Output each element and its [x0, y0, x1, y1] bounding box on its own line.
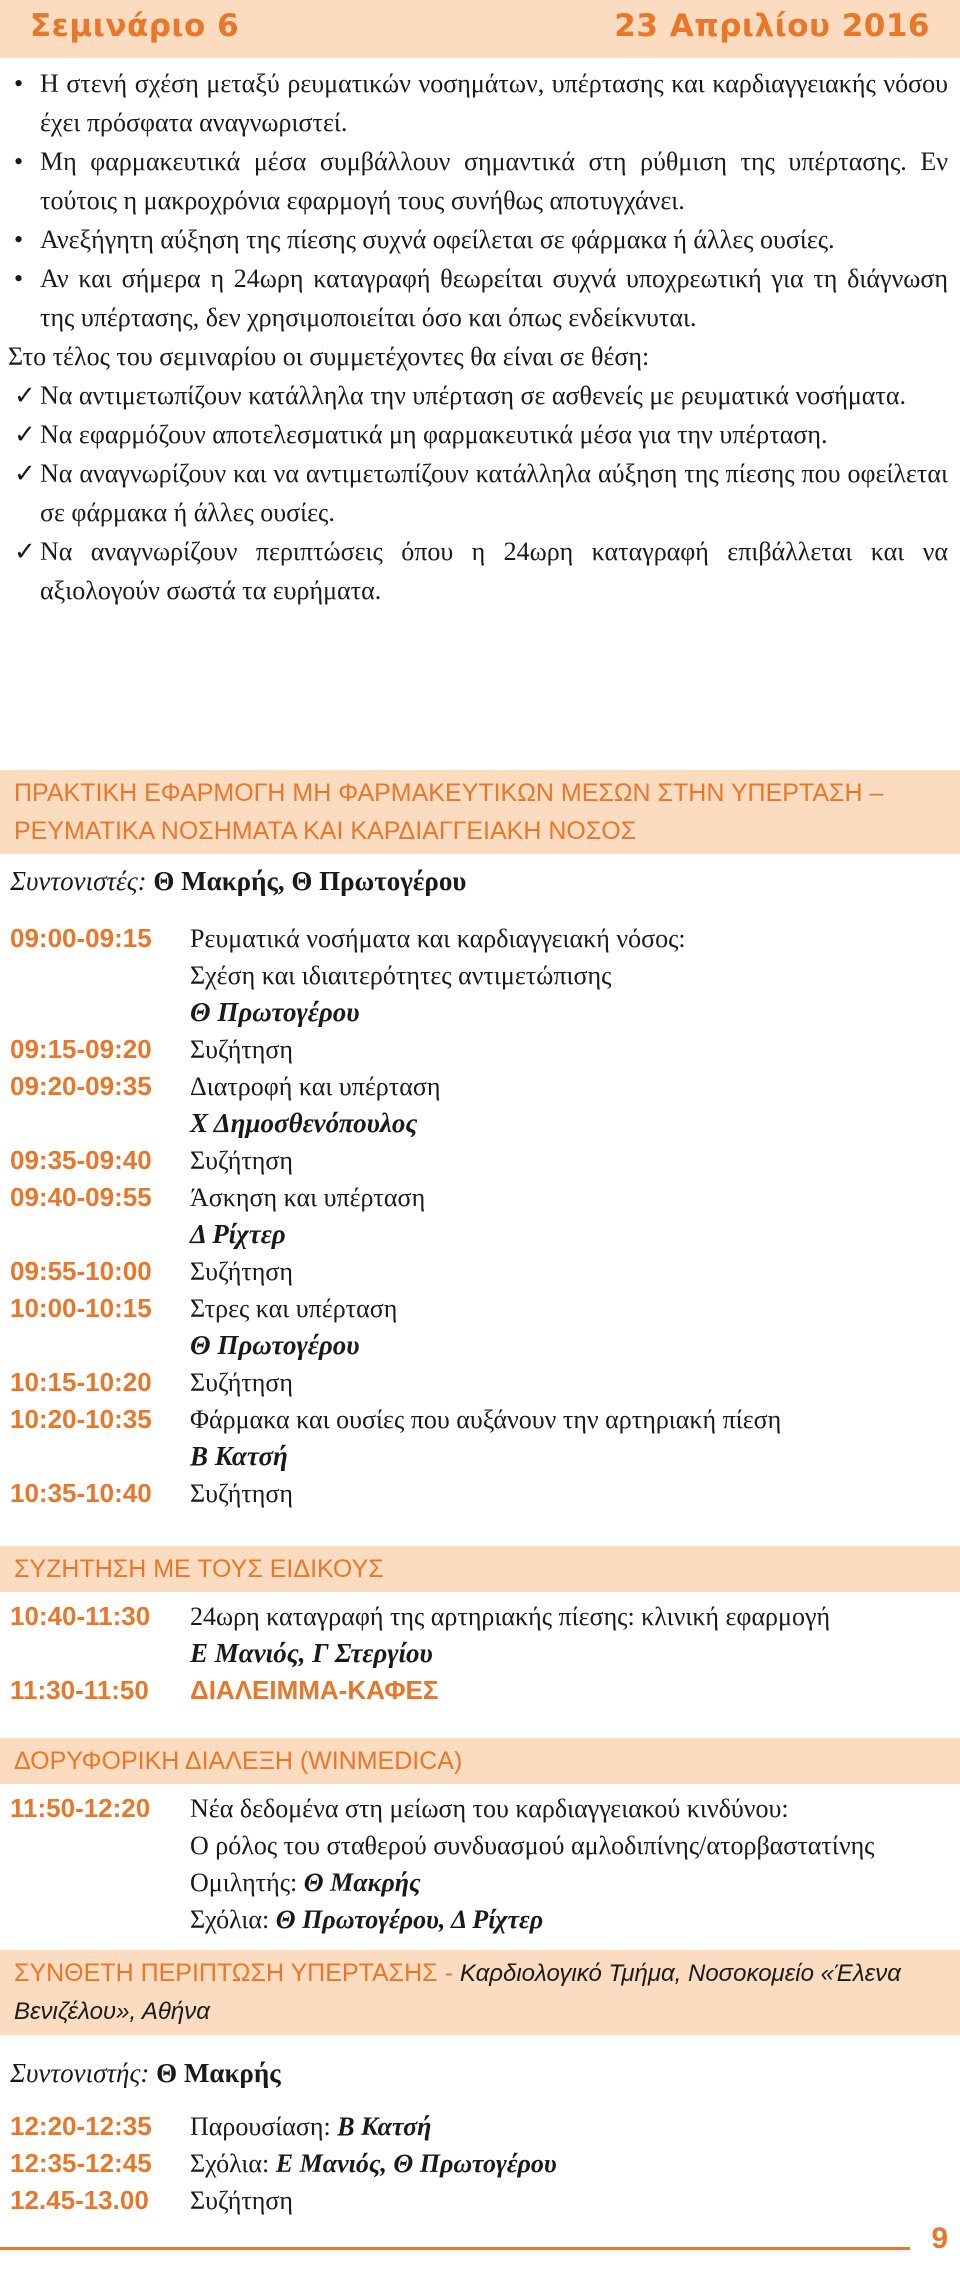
- seminar-title: Σεμινάριο 6: [30, 8, 240, 44]
- bullet-icon: •: [14, 225, 24, 254]
- break-label: ΔΙΑΛΕΙΜΜΑ-ΚΑΦΕΣ: [190, 1675, 439, 1705]
- page-number: 9: [931, 2222, 948, 2255]
- check-icon: ✓: [14, 459, 36, 488]
- table-row: [10, 1475, 950, 1512]
- talk-title: Νέα δεδομένα στη μείωση του καρδιαγγειακού κινδύνου:: [190, 1794, 789, 1823]
- time-slot: 11:30-11:50: [10, 1675, 149, 1705]
- speaker: Θ Μακρής: [303, 1868, 421, 1897]
- list-item: [8, 220, 948, 259]
- speaker-label: Ομιλητής:: [190, 1868, 298, 1897]
- time-slot: 12:20-12:35: [10, 2111, 152, 2141]
- talk-title: Φάρμακα και ουσίες που αυξάνουν την αρτηριακή πίεση: [190, 1405, 782, 1434]
- coordinator-label: Συντονιστής:: [10, 2058, 150, 2088]
- table-row: [10, 1401, 950, 1475]
- table-row: [10, 920, 950, 1031]
- bullet-text: Μη φαρμακευτικά μέσα συμβάλλουν σημαντικά στη ρύθμιση της υπέρτασης. Εν τούτοις η μακροχρόνια εφαρμογή τους συνήθως αποτυγχάνει.: [40, 147, 948, 215]
- item-label: Συζήτηση: [190, 2186, 294, 2215]
- bullet-icon: •: [14, 147, 24, 176]
- objective-text: Να αναγνωρίζουν περιπτώσεις όπου η 24ωρη καταγραφή επιβάλλεται και να αξιολογούν σωστά τα ευρήματα.: [40, 537, 948, 605]
- time-slot: 09:55-10:00: [10, 1256, 152, 1286]
- table-row: [10, 1253, 950, 1290]
- talk-subtitle: Σχέση και ιδιαιτερότητες αντιμετώπισης: [190, 961, 612, 990]
- section-title-line: ΠΡΑΚΤΙΚΗ ΕΦΑΡΜΟΓΗ ΜΗ ΦΑΡΜΑΚΕΥΤΙΚΩΝ ΜΕΣΩΝ ΣΤΗΝ ΥΠΕΡΤΑΣΗ –: [14, 779, 884, 807]
- bullet-icon: •: [14, 264, 24, 293]
- list-item: [8, 64, 948, 142]
- table-row: [10, 1790, 950, 1938]
- intro-section: [8, 64, 948, 610]
- section-title-line: ΔΟΡΥΦΟΡΙΚΗ ΔΙΑΛΕΞΗ (WINMEDICA): [14, 1747, 463, 1775]
- schedule-section2: [10, 1598, 950, 1709]
- check-icon: ✓: [14, 537, 36, 566]
- talk-subtitle: Ο ρόλος του σταθερού συνδυασμού αμλοδιπίνης/ατορβαστατίνης: [190, 1831, 875, 1860]
- objectives-intro: Στο τέλος του σεμιναρίου οι συμμετέχοντες θα είναι σε θέση:: [8, 342, 650, 371]
- section-title-practical: [0, 770, 960, 854]
- bullet-text: Αν και σήμερα η 24ωρη καταγραφή θεωρείται συχνά υποχρεωτική για τη διάγνωση της υπέρτασης, δεν χρησιμοποιείται όσο και όπως ενδείκνυται.: [40, 264, 948, 332]
- list-item: [8, 415, 948, 454]
- item-label: Σχόλια:: [190, 2149, 270, 2178]
- table-row: [10, 1598, 950, 1672]
- table-row: [10, 2108, 950, 2145]
- section-title-line: ΡΕΥΜΑΤΙΚΑ ΝΟΣΗΜΑΤΑ ΚΑΙ ΚΑΡΔΙΑΓΓΕΙΑΚΗ ΝΟΣΟΣ: [14, 817, 637, 845]
- coordinators: [10, 862, 466, 900]
- time-slot: 10:15-10:20: [10, 1367, 152, 1397]
- table-row: [10, 1142, 950, 1179]
- coordinators-names: Θ Μακρής, Θ Πρωτογέρου: [153, 866, 467, 896]
- objective-text: Να αναγνωρίζουν και να αντιμετωπίζουν κατάλληλα αύξηση της πίεσης που οφείλεται σε φάρμακα ή άλλες ουσίες.: [40, 459, 948, 527]
- talk-title: Διατροφή και υπέρταση: [190, 1072, 441, 1101]
- talk-title: Συζήτηση: [190, 1479, 294, 1508]
- item-name: Β Κατσή: [337, 2112, 432, 2141]
- talk-title: Συζήτηση: [190, 1035, 294, 1064]
- talk-title: Συζήτηση: [190, 1146, 294, 1175]
- talk-title: Στρες και υπέρταση: [190, 1294, 398, 1323]
- comments-label: Σχόλια:: [190, 1905, 270, 1934]
- bullet-icon: •: [14, 69, 24, 98]
- comments-line: [190, 1901, 950, 1938]
- speaker: Χ Δημοσθενόπουλος: [190, 1108, 418, 1138]
- table-row: [10, 1068, 950, 1142]
- section-title-line: [14, 1954, 946, 1993]
- time-slot: 09:00-09:15: [10, 923, 152, 953]
- list-item: [8, 142, 948, 220]
- speaker-line: [190, 1864, 950, 1901]
- coordinator-name: Θ Μακρής: [156, 2058, 281, 2088]
- coordinators-label: Συντονιστές:: [10, 866, 147, 896]
- item-label: Παρουσίαση:: [190, 2112, 331, 2141]
- table-row: [10, 1031, 950, 1068]
- commentators: Θ Πρωτογέρου, Δ Ρίχτερ: [275, 1905, 544, 1934]
- bullet-text: Ανεξήγητη αύξηση της πίεσης συχνά οφείλεται σε φάρμακα ή άλλες ουσίες.: [40, 225, 835, 254]
- time-slot: 09:35-09:40: [10, 1145, 152, 1175]
- time-slot: 11:50-12:20: [10, 1793, 151, 1823]
- seminar-date: 23 Απριλίου 2016: [614, 8, 930, 44]
- list-item: [8, 454, 948, 532]
- bullet-text: Η στενή σχέση μεταξύ ρευματικών νοσημάτων, υπέρτασης και καρδιαγγειακής νόσου έχει πρόσφατα αναγνωριστεί.: [40, 69, 948, 137]
- table-row: [10, 1364, 950, 1401]
- case-subtitle: Καρδιολογικό Τμήμα, Νοσοκομείο «Έλενα: [459, 1960, 901, 1987]
- time-slot: 10:20-10:35: [10, 1404, 152, 1434]
- talk-title: Συζήτηση: [190, 1257, 294, 1286]
- list-item: [8, 259, 948, 337]
- time-slot: 12.45-13.00: [10, 2185, 149, 2215]
- schedule-section4: [10, 2108, 950, 2219]
- case-title: ΣΥΝΘΕΤΗ ΠΕΡΙΠΤΩΣΗ ΥΠΕΡΤΑΣΗΣ -: [14, 1959, 453, 1987]
- speaker: Θ Πρωτογέρου: [190, 997, 360, 1027]
- time-slot: 10:00-10:15: [10, 1293, 152, 1323]
- section-title-case: [0, 1950, 960, 2035]
- objective-text: Να αντιμετωπίζουν κατάλληλα την υπέρταση σε ασθενείς με ρευματικά νοσήματα.: [40, 381, 906, 410]
- schedule-section1: [10, 920, 950, 1512]
- coordinator: [10, 2054, 281, 2092]
- speaker: Θ Πρωτογέρου: [190, 1330, 360, 1360]
- speaker: Δ Ρίχτερ: [190, 1219, 286, 1249]
- table-row: [10, 1290, 950, 1364]
- section-title-experts: [0, 1546, 960, 1592]
- talk-title: Συζήτηση: [190, 1368, 294, 1397]
- time-slot: 10:40-11:30: [10, 1601, 151, 1631]
- table-row: [10, 2182, 950, 2219]
- objective-text: Να εφαρμόζουν αποτελεσματικά μη φαρμακευτικά μέσα για την υπέρταση.: [40, 420, 828, 449]
- item-name: Ε Μανιός, Θ Πρωτογέρου: [275, 2149, 557, 2178]
- talk-title: Ρευματικά νοσήματα και καρδιαγγειακή νόσος:: [190, 924, 686, 953]
- speaker: Β Κατσή: [190, 1441, 288, 1471]
- list-item: [8, 532, 948, 610]
- time-slot: 10:35-10:40: [10, 1478, 152, 1508]
- time-slot: 09:20-09:35: [10, 1071, 152, 1101]
- footer-divider: [0, 2247, 910, 2250]
- table-row: [10, 1179, 950, 1253]
- table-row: [10, 2145, 950, 2182]
- page-header: [0, 0, 960, 58]
- speaker: Ε Μανιός, Γ Στεργίου: [190, 1638, 433, 1668]
- schedule-section3: [10, 1790, 950, 1938]
- list-item: [8, 376, 948, 415]
- check-icon: ✓: [14, 381, 36, 410]
- case-subtitle-line2: Βενιζέλου», Αθήνα: [14, 1998, 210, 2025]
- time-slot: 12:35-12:45: [10, 2148, 152, 2178]
- section-title-satellite: [0, 1738, 960, 1784]
- check-icon: ✓: [14, 420, 36, 449]
- section-title-line: ΣΥΖΗΤΗΣΗ ΜΕ ΤΟΥΣ ΕΙΔΙΚΟΥΣ: [14, 1555, 384, 1583]
- talk-title: Άσκηση και υπέρταση: [190, 1183, 426, 1212]
- time-slot: 09:15-09:20: [10, 1034, 152, 1064]
- time-slot: 09:40-09:55: [10, 1182, 152, 1212]
- talk-title: 24ωρη καταγραφή της αρτηριακής πίεσης: κλινική εφαρμογή: [190, 1602, 831, 1631]
- table-row: [10, 1672, 950, 1709]
